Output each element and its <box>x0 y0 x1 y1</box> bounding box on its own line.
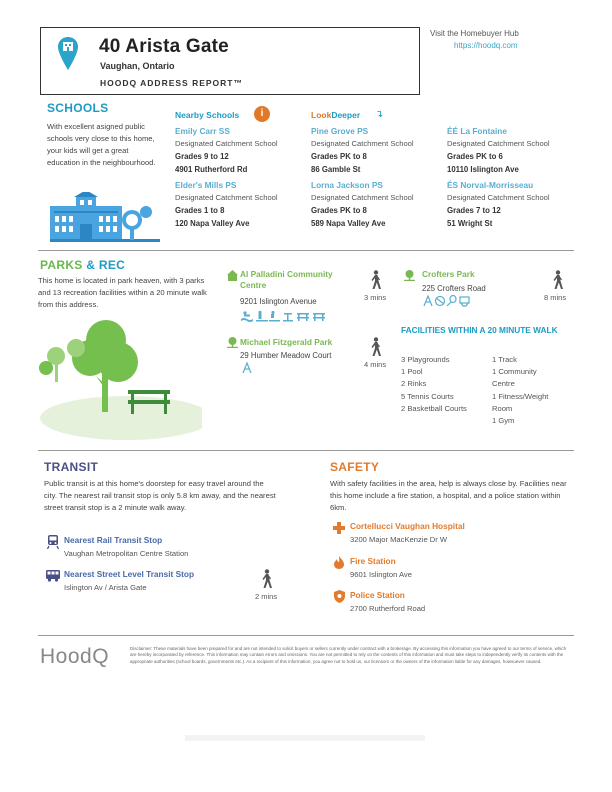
homebuyer-hub-link[interactable]: https://hoodq.com <box>454 41 518 50</box>
facility-item: Room <box>492 403 513 413</box>
school-building-icon <box>50 192 160 242</box>
school-name[interactable]: Elder's Mills PS <box>175 180 237 190</box>
facility-item: 1 Gym <box>492 416 515 426</box>
parks-title-rec: REC <box>98 258 126 272</box>
facility-item: 3 Playgrounds <box>401 355 450 364</box>
facility-item: 1 Pool <box>401 367 423 377</box>
police-station-address: 2700 Rutherford Road <box>350 604 426 613</box>
lookdeeper-link[interactable] <box>311 110 360 120</box>
school-card <box>447 180 577 230</box>
school-card <box>311 180 441 230</box>
facilities-list-right <box>492 354 548 427</box>
school-name[interactable]: Pine Grove PS <box>311 126 369 136</box>
facility-item: 2 Rinks <box>401 379 427 389</box>
parks-description: This home is located in park heaven, with 3 parks and 13 recreation facilities within a 20 minute walk from this address. <box>38 276 207 309</box>
park-address: 9201 Islington Avenue <box>240 297 317 306</box>
facility-item: 1 Community <box>492 367 537 377</box>
walk-time: 2 mins <box>255 592 278 601</box>
school-card <box>175 126 305 176</box>
nearby-schools-label: Nearby Schools <box>175 110 240 120</box>
school-location-pin-icon <box>57 36 79 72</box>
park-name[interactable]: Crofters Park <box>422 269 475 279</box>
school-card <box>311 126 441 176</box>
report-title: HOODQ ADDRESS REPORT™ <box>100 78 244 88</box>
schools-description: With excellent asigned public schools very close to this home, your kids will get a great education in the neighbourhood. <box>47 122 156 167</box>
school-address: 4901 Rutherford Rd <box>175 165 248 174</box>
lookdeeper-look: Look <box>311 110 332 120</box>
school-address: 10110 Islington Ave <box>447 165 519 174</box>
fire-station-name[interactable]: Fire Station <box>350 556 396 566</box>
police-badge-icon <box>334 590 345 603</box>
walking-person-icon <box>369 337 383 357</box>
park-address: 225 Crofters Road <box>422 284 486 293</box>
facilities-title: FACILITIES WITHIN A 20 MINUTE WALK <box>401 325 558 335</box>
hospital-name[interactable]: Cortellucci Vaughan Hospital <box>350 521 465 531</box>
transit-description: Public transit is at this home's doorstep for easy travel around the city. The nearest rail transit stop is only 5.8 km away, and the nearest street transit stop is a 2 minute walk away. <box>44 479 276 512</box>
section-divider <box>38 450 574 451</box>
facility-item: 1 Track <box>492 355 517 364</box>
homebuyer-hub-label: Visit the Homebuyer Hub <box>430 29 519 38</box>
school-type: Designated Catchment School <box>447 193 550 202</box>
school-grades: Grades PK to 8 <box>311 206 367 215</box>
facility-item: 2 Basketball Courts <box>401 403 467 413</box>
park-address: 29 Humber Meadow Court <box>240 351 332 360</box>
facilities-list-left <box>401 354 467 415</box>
park-tree-icon <box>227 337 238 348</box>
schools-section-title: SCHOOLS <box>47 101 109 115</box>
community-centre-icon <box>227 270 238 281</box>
school-type: Designated Catchment School <box>447 139 550 148</box>
parks-title-parks: PARKS <box>40 258 83 272</box>
street-transit-title[interactable]: Nearest Street Level Transit Stop <box>64 569 195 579</box>
walk-time: 4 mins <box>364 360 387 369</box>
school-type: Designated Catchment School <box>175 193 278 202</box>
park-trees-illustration <box>36 318 202 440</box>
park-tree-icon <box>404 270 415 281</box>
walking-person-icon <box>369 270 383 290</box>
crofters-facility-icons <box>422 295 474 307</box>
rail-transit-title[interactable]: Nearest Rail Transit Stop <box>64 535 163 545</box>
bus-icon <box>46 570 60 582</box>
train-icon <box>47 535 59 549</box>
school-grades: Grades 9 to 12 <box>175 152 229 161</box>
school-type: Designated Catchment School <box>311 139 414 148</box>
school-name[interactable]: Lorna Jackson PS <box>311 180 383 190</box>
lookdeeper-deeper: Deeper <box>331 110 361 120</box>
park-name[interactable]: Michael Fitzgerald Park <box>240 337 333 347</box>
playground-icon <box>241 362 253 374</box>
walk-time: 8 mins <box>544 293 567 302</box>
property-city: Vaughan, Ontario <box>100 61 175 71</box>
school-card <box>175 180 305 230</box>
parks-title-amp: & <box>86 258 96 272</box>
school-name[interactable]: ÉS Norval-Morrisseau <box>447 180 534 190</box>
school-name[interactable]: Emily Carr SS <box>175 126 230 136</box>
school-address: 120 Napa Valley Ave <box>175 219 250 228</box>
lookdeeper-arrow-icon: ↴ <box>375 109 384 120</box>
section-divider <box>38 250 574 251</box>
street-transit-stop: Islington Av / Arista Gate <box>64 583 147 592</box>
transit-section-title: TRANSIT <box>44 460 99 474</box>
school-address: 86 Gamble St <box>311 165 361 174</box>
hospital-address: 3200 Major MacKenzie Dr W <box>350 535 448 544</box>
fire-icon <box>334 556 344 569</box>
hospital-cross-icon <box>333 522 345 534</box>
safety-section-title: SAFETY <box>330 460 380 474</box>
school-address: 589 Napa Valley Ave <box>311 219 386 228</box>
school-grades: Grades PK to 6 <box>447 152 503 161</box>
section-divider <box>38 635 574 636</box>
recreation-facility-icons <box>240 310 334 322</box>
walking-person-icon <box>260 569 274 589</box>
school-grades: Grades 1 to 8 <box>175 206 225 215</box>
facility-item: 5 Tennis Courts <box>401 391 454 401</box>
parks-section-title <box>40 258 125 272</box>
property-address: 40 Arista Gate <box>99 36 229 57</box>
facility-item: 1 Fitness/Weight <box>492 391 549 401</box>
school-name[interactable]: ÉÉ La Fontaine <box>447 126 507 136</box>
school-card <box>447 126 577 176</box>
school-type: Designated Catchment School <box>311 193 414 202</box>
safety-description: With safety facilities in the area, help is always close by. Facilities near this home include a fire station, a hospital, and a police station within 6km. <box>330 479 567 512</box>
hoodq-logo: HoodQ <box>40 645 110 668</box>
disclaimer-text: Disclaimer: These materials have been prepared for and are not intended to solicit buyers or sellers currently under contract with a brokerage. By accessing this information you have agreed to our terms of service, which are hereby incorporated by reference. This information may contain errors and omissions. You are not permitted to rely on the contents of this information and must take steps to independently verify its contents with the appropriate authorities (school boards, governments etc.). As a recipient of this information, you agree not to hold us, our licensors or the owners of the information liable for any damages, howsoever caused. <box>130 646 567 664</box>
faint-footer-strip <box>185 735 425 741</box>
police-station-name[interactable]: Police Station <box>350 590 405 600</box>
park-name[interactable]: Al Palladini Community Centre <box>240 269 333 290</box>
rail-transit-stop: Vaughan Metropolitan Centre Station <box>64 549 189 558</box>
walk-time: 3 mins <box>364 293 387 302</box>
school-grades: Grades PK to 8 <box>311 152 367 161</box>
facility-item: Centre <box>492 379 515 389</box>
school-address: 51 Wright St <box>447 219 493 228</box>
fire-station-address: 9601 Islington Ave <box>350 570 412 579</box>
school-grades: Grades 7 to 12 <box>447 206 501 215</box>
info-icon[interactable]: i <box>254 106 270 122</box>
walking-person-icon <box>551 270 565 290</box>
school-type: Designated Catchment School <box>175 139 278 148</box>
